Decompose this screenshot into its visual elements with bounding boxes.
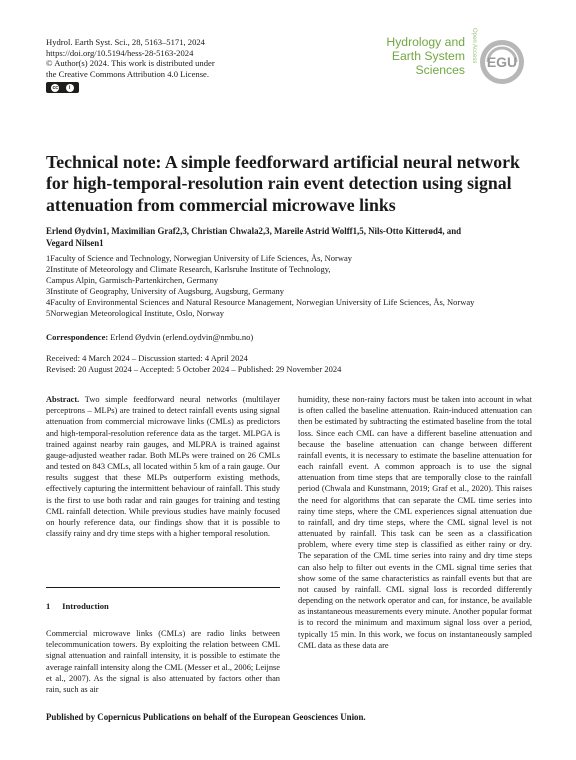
abstract-divider — [46, 587, 280, 588]
paper-title: Technical note: A simple feedforward artificial neural network for high-temporal-resolution rain event detection using signal attenuation from commercial microwave links — [46, 152, 520, 215]
correspondence-email[interactable]: Erlend Øydvin (erlend.oydvin@nmbu.no) — [110, 332, 254, 342]
affiliation-list — [46, 253, 536, 320]
affiliation: 5Norwegian Meteorological Institute, Oslo, Norway — [46, 308, 224, 319]
right-column-text: humidity, these non-rainy factors must be taken into account in what is often called the baseline attenuation. Rain-induced attenuation can then be estimated by subtracting the estimated baseline from the total loss. Since each CML can have a different baseline attenuation and because the baseline attenuation can change between different rainfall events, it is necessary to estimate the baseline attenuation for each rainfall event. A common approach is to use the signal attenuation from time steps that are temporally close to the rainfall period (Chwala and Kunstmann, 2019; Graf et al., 2020). This raises the need for algorithms that can separate the CML time series into rainy time steps, where the CML experiences signal attenuation due to rainfall, and dry time steps, where the CML signal level is not attenuated by rainfall. This task can be seen as a classification problem, where every time step is classified as either rainy or dry. The separation of the CML time series into rainy and dry time steps can also help to filter out events in the CML signal time series that show some of the same characteristics as rainfall events but that are not caused by rainfall. CML signal loss is recorded differently depending on the network operator and can, for instance, be available as instantaneous measurements every minute. Another popular format is to record the minimum and maximum signal loss over a period, typically 15 min. In this work, we focus on instantaneously sampled CML data as these data are — [298, 395, 532, 650]
author-line: Vegard Nilsen1 — [46, 237, 104, 248]
introduction-text: Commercial microwave links (CMLs) are radio links between telecommunication towers. By exploiting the relation between CML signal attenuation and rainfall intensity, it is possible to estimate the average rainfall intensity along the CML (Messer et al., 2006; Leijnse et al., 2007). As the signal is also attenuated by factors other than rain, such as air — [46, 629, 280, 694]
correspondence — [46, 332, 536, 343]
publisher-footer: Published by Copernicus Publications on behalf of the European Geosciences Union. — [46, 712, 366, 722]
journal-name-line: Hydrology and — [386, 35, 465, 49]
abstract-text: Two simple feedforward neural networks (multilayer perceptrons – MLPs) are trained to detect rainfall events using signal attenuation from commercial microwave links (CMLs) as predictors and high-temporal-resolution reference data as the target. MLPGA is trained against nearby rain gauges, and MLPRA is trained against gauge-adjusted weather radar. Both MLPs were trained on 26 CMLs and tested on 843 CMLs, all located within 5 km of a rain gauge. Our results suggest that these MLPs outperform existing methods, effectively capturing the intermittent behaviour of rainfall. This study is the first to use both radar and rain gauges for training and testing CML rainfall detection. While previous studies have mainly focused on hourly reference data, our findings show that it is possible to classify rainy and dry time steps with a higher temporal resolution. — [46, 395, 280, 539]
doi-link[interactable]: https://doi.org/10.5194/hess-28-5163-2024 — [46, 47, 194, 58]
citation-line: Hydrol. Earth Syst. Sci., 28, 5163–5171, 2024 — [46, 37, 205, 47]
affiliation: 4Faculty of Environmental Sciences and Natural Resource Management, Norwegian University of Life Sciences, Ås, Norway — [46, 297, 475, 308]
copyright-line: © Author(s) 2024. This work is distributed under — [46, 58, 215, 69]
abstract-label: Abstract. — [46, 395, 80, 404]
egu-logo-text: EGU — [486, 54, 518, 70]
affiliation: Campus Alpin, Garmisch-Partenkirchen, Germany — [46, 275, 219, 286]
attribution-icon: i — [66, 84, 74, 92]
cc-icon: cc — [52, 84, 59, 91]
revised-date: Revised: 20 August 2024 – Accepted: 5 October 2024 – Published: 29 November 2024 — [46, 364, 342, 374]
publication-dates — [46, 353, 536, 375]
section-heading — [46, 601, 109, 611]
egu-logo-icon — [479, 39, 525, 85]
author-line: Erlend Øydvin1, Maximilian Graf2,3, Christian Chwala2,3, Mareile Astrid Wolff1,5, Nils-Otto Kitterød4, and — [46, 226, 462, 236]
correspondence-label: Correspondence: — [46, 332, 109, 342]
affiliation: 3Institute of Geography, University of Augsburg, Augsburg, Germany — [46, 286, 285, 297]
section-number: 1 — [46, 601, 51, 611]
abstract — [46, 394, 280, 539]
open-access-text: Open Access — [471, 28, 477, 64]
open-access-label — [469, 28, 477, 86]
affiliation: 1Faculty of Science and Technology, Norwegian University of Life Sciences, Ås, Norway — [46, 253, 353, 263]
journal-name — [360, 35, 465, 78]
section-title: Introduction — [62, 601, 109, 611]
author-list — [46, 226, 536, 249]
cc-by-license-badge[interactable] — [46, 82, 79, 93]
article-header-info — [46, 37, 215, 79]
license-line: the Creative Commons Attribution 4.0 License. — [46, 68, 210, 79]
journal-name-line: Sciences — [415, 63, 465, 78]
affiliation: 2Institute of Meteorology and Climate Research, Karlsruhe Institute of Technology, — [46, 264, 331, 275]
journal-name-line: Earth System — [391, 49, 465, 64]
received-date: Received: 4 March 2024 – Discussion started: 4 April 2024 — [46, 353, 248, 363]
